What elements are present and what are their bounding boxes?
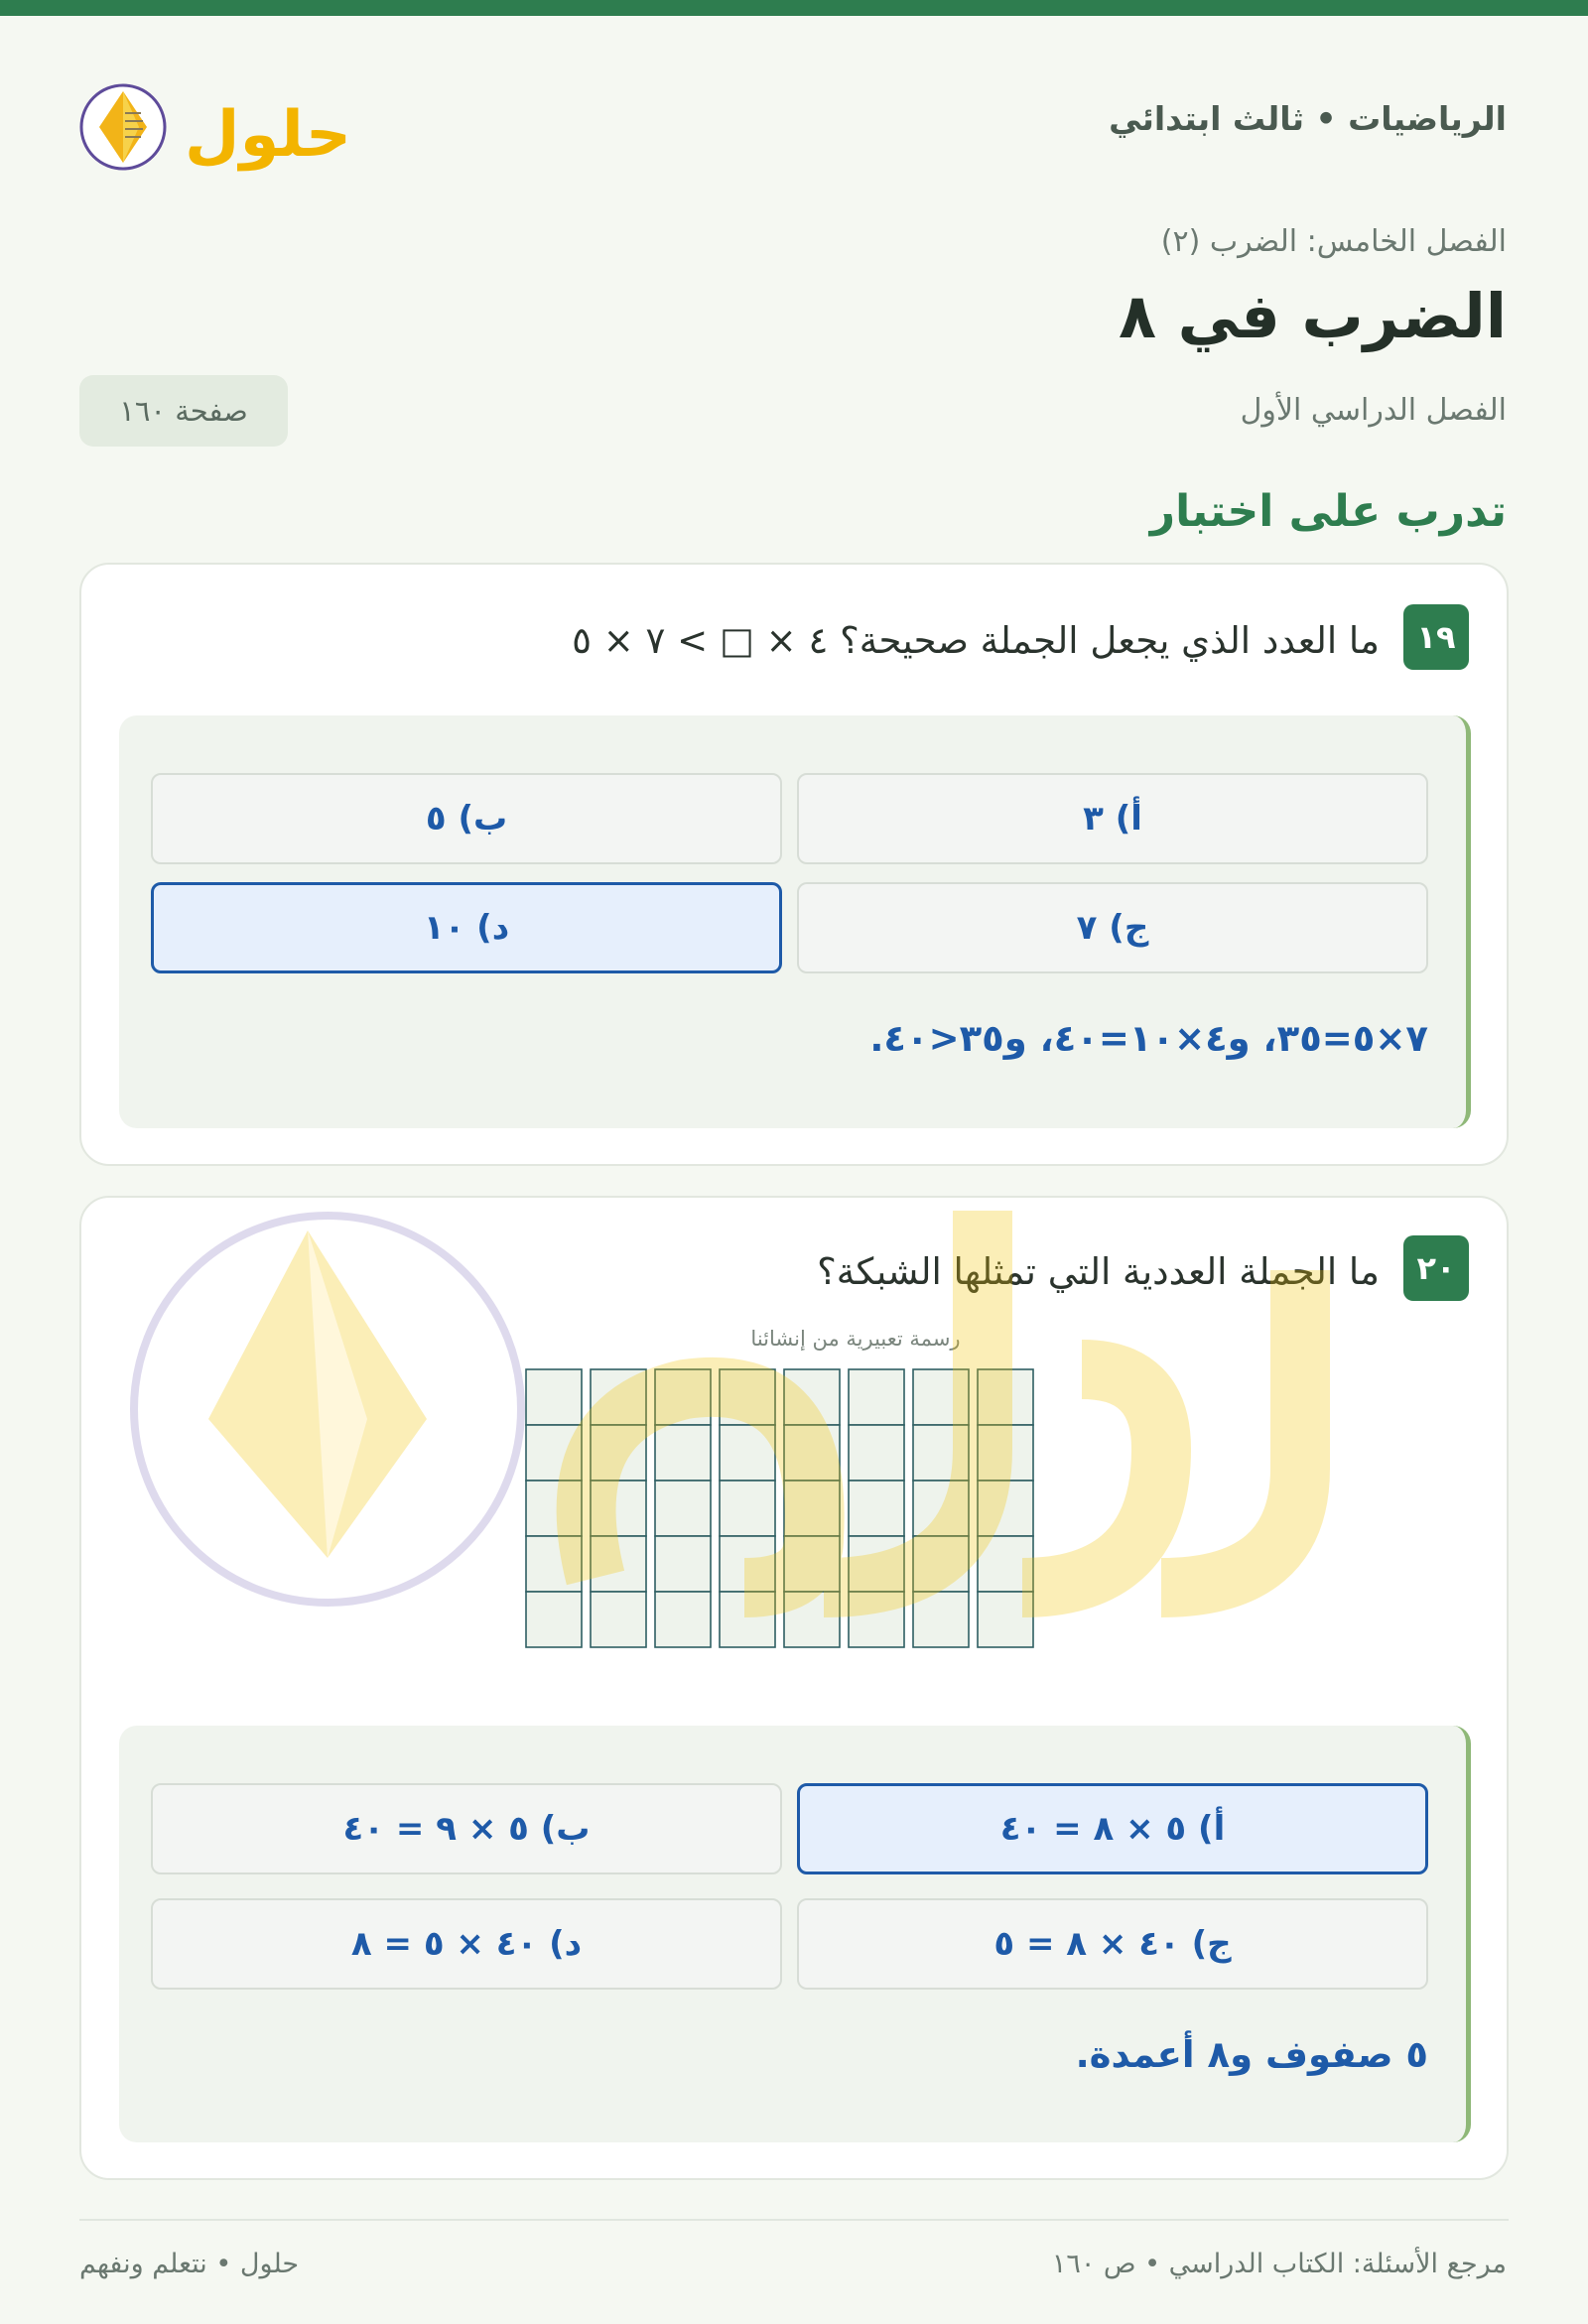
option-c[interactable]: ج) ٧ — [797, 882, 1428, 973]
footer-reference: مرجع الأسئلة: الكتاب الدراسي • ص ١٦٠ — [1051, 2249, 1507, 2279]
grid-cell — [655, 1425, 711, 1481]
grid-cell — [591, 1425, 646, 1481]
answer-explanation: ٥ صفوف و٨ أعمدة. — [1075, 2033, 1428, 2076]
grid-cell — [526, 1425, 582, 1481]
grid-cell — [526, 1536, 582, 1592]
subject-grade-label: الرياضيات • ثالث ابتدائي — [1109, 99, 1507, 138]
figure-caption: رسمة تعبيرية من إنشائنا — [750, 1327, 961, 1351]
page-number-badge: صفحة ١٦٠ — [79, 375, 288, 447]
grid-cell — [720, 1592, 775, 1647]
grid-cell — [849, 1369, 904, 1425]
grid-cell — [913, 1425, 969, 1481]
grid-cell — [849, 1425, 904, 1481]
grid-cell — [913, 1481, 969, 1536]
multiplication-array-grid — [523, 1366, 1039, 1652]
question-number-badge: ٢٠ — [1403, 1235, 1469, 1301]
grid-cell — [591, 1481, 646, 1536]
top-accent-bar — [0, 0, 1588, 16]
grid-cell — [720, 1481, 775, 1536]
grid-cell — [784, 1481, 840, 1536]
question-text: ما العدد الذي يجعل الجملة صحيحة؟ ٤ × □ > ٧ × ٥ — [572, 619, 1380, 662]
question-card-19 — [79, 563, 1509, 1166]
answer-choices-panel — [119, 715, 1471, 1128]
grid-cell — [849, 1592, 904, 1647]
grid-cell — [784, 1369, 840, 1425]
lesson-title: الضرب في ٨ — [1119, 280, 1507, 352]
option-a[interactable]: أ) ٣ — [797, 773, 1428, 864]
grid-cell — [526, 1481, 582, 1536]
grid-cell — [913, 1536, 969, 1592]
grid-cell — [913, 1592, 969, 1647]
grid-cell — [784, 1592, 840, 1647]
grid-cell — [978, 1369, 1033, 1425]
footer-divider — [79, 2219, 1509, 2221]
question-text: ما الجملة العددية التي تمثلها الشبكة؟ — [817, 1250, 1380, 1293]
logo-text: حلول — [185, 98, 351, 172]
grid-cell — [526, 1592, 582, 1647]
answer-explanation: ٧×٥=٣٥، و٤×١٠=٤٠، و٣٥<٤٠. — [869, 1017, 1428, 1060]
option-b[interactable]: ب) ٥ × ٩ = ٤٠ — [151, 1783, 782, 1874]
option-b[interactable]: ب) ٥ — [151, 773, 782, 864]
semester-label: الفصل الدراسي الأول — [1240, 393, 1507, 428]
grid-cell — [655, 1536, 711, 1592]
question-number-badge: ١٩ — [1403, 604, 1469, 670]
grid-cell — [655, 1369, 711, 1425]
option-d[interactable]: د) ٤٠ × ٥ = ٨ — [151, 1898, 782, 1990]
grid-cell — [978, 1592, 1033, 1647]
question-card-20 — [79, 1196, 1509, 2180]
grid-cell — [591, 1592, 646, 1647]
grid-cell — [978, 1481, 1033, 1536]
grid-cell — [591, 1369, 646, 1425]
section-title: تدرب على اختبار — [1149, 486, 1507, 537]
option-d-selected[interactable]: د) ١٠ — [151, 882, 782, 973]
answer-choices-panel — [119, 1726, 1471, 2142]
grid-cell — [784, 1536, 840, 1592]
grid-cell — [591, 1536, 646, 1592]
grid-cell — [720, 1369, 775, 1425]
unit-title: الفصل الخامس: الضرب (٢) — [1160, 224, 1507, 259]
footer-brand: حلول • نتعلم ونفهم — [79, 2249, 300, 2279]
grid-cell — [720, 1536, 775, 1592]
grid-cell — [784, 1425, 840, 1481]
grid-cell — [655, 1592, 711, 1647]
grid-cell — [913, 1369, 969, 1425]
option-a-selected[interactable]: أ) ٥ × ٨ = ٤٠ — [797, 1783, 1428, 1874]
logo-graphic — [79, 62, 367, 181]
grid-cell — [849, 1536, 904, 1592]
hulul-logo[interactable] — [79, 62, 367, 181]
option-c[interactable]: ج) ٤٠ × ٨ = ٥ — [797, 1898, 1428, 1990]
grid-cell — [655, 1481, 711, 1536]
grid-cell — [978, 1425, 1033, 1481]
grid-cell — [849, 1481, 904, 1536]
grid-cell — [526, 1369, 582, 1425]
grid-cell — [978, 1536, 1033, 1592]
grid-cell — [720, 1425, 775, 1481]
